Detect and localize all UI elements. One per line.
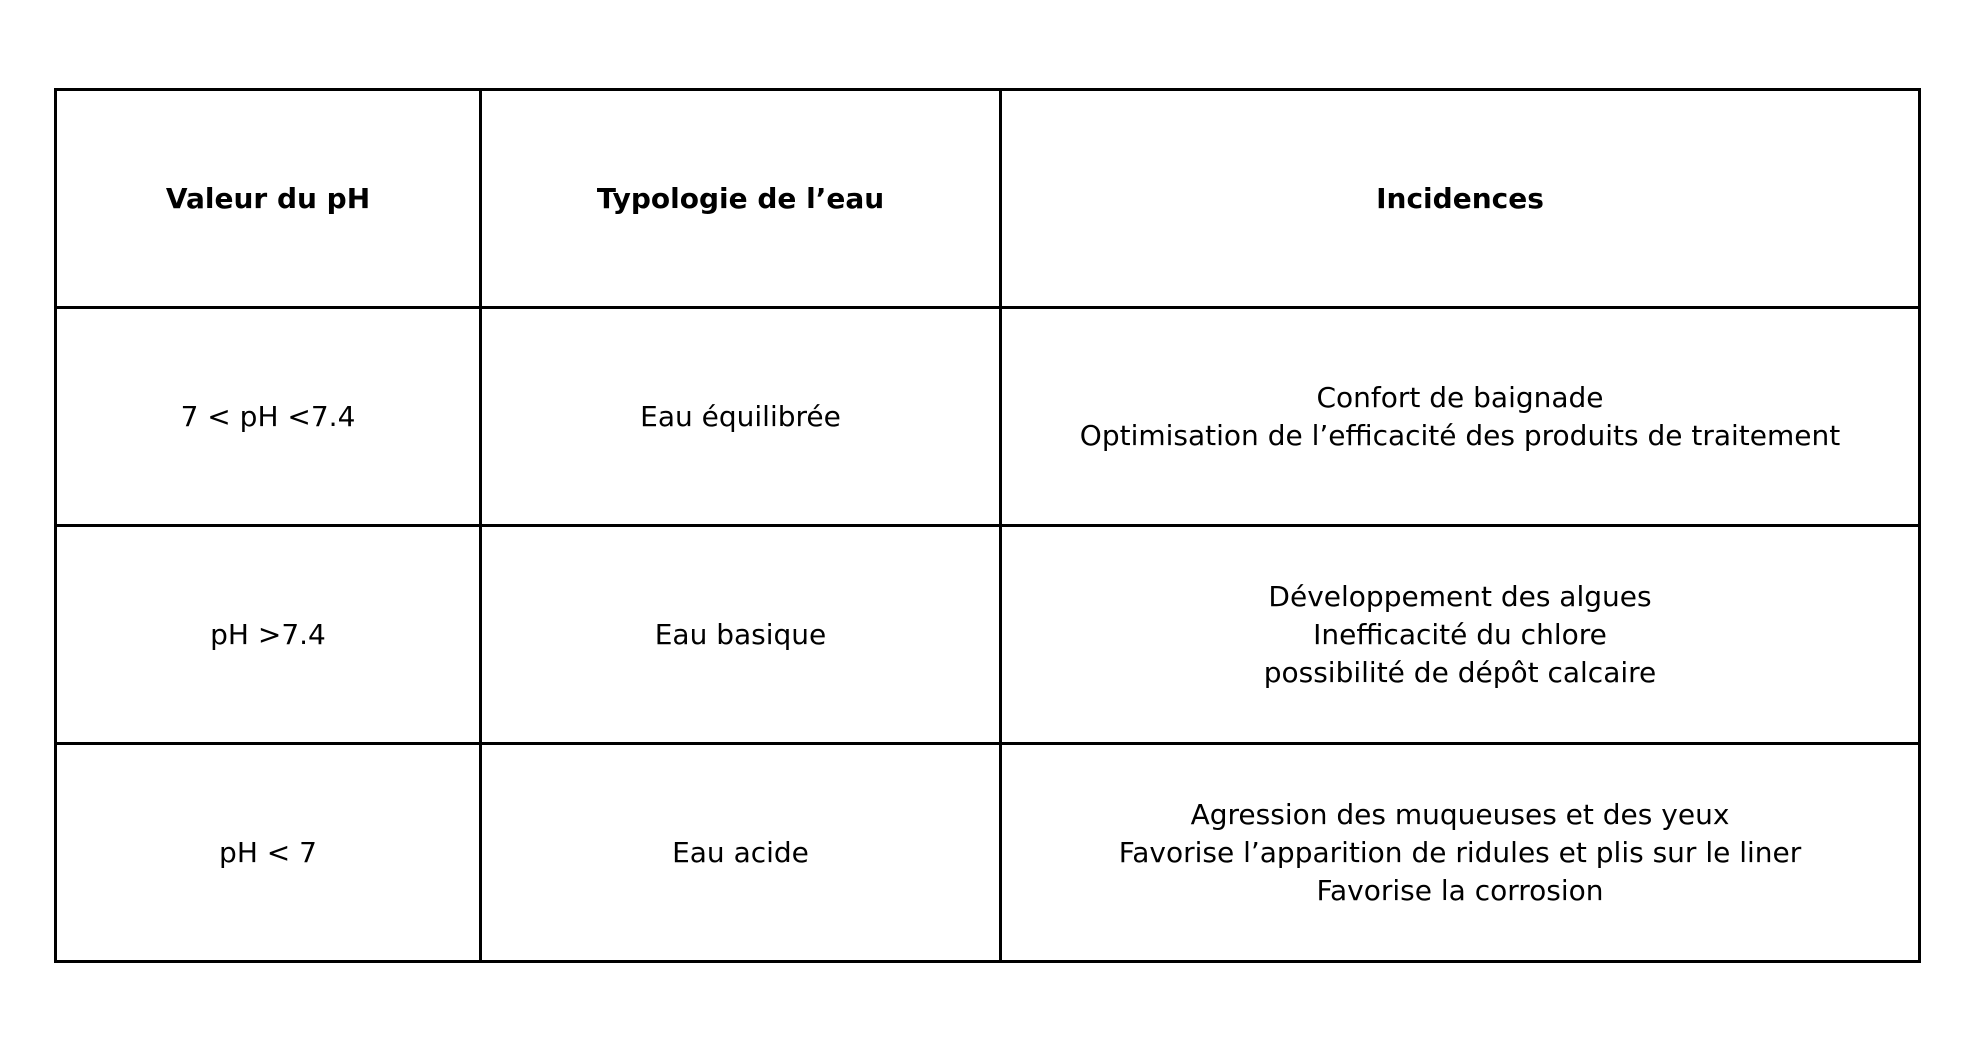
cell-water-type: Eau équilibrée (481, 308, 1001, 526)
cell-ph-value: 7 < pH <7.4 (56, 308, 481, 526)
incidence-line: Inefficacité du chlore (1313, 617, 1607, 651)
table-row (56, 744, 1920, 962)
header-row (56, 90, 1920, 308)
incidence-line: Favorise l’apparition de ridules et plis sur le liner (1118, 835, 1802, 869)
table-row (56, 308, 1920, 526)
cell-incidences (1001, 308, 1920, 526)
table-body (56, 308, 1920, 962)
cell-incidences (1001, 744, 1920, 962)
incidence-line: Agression des muqueuses et des yeux (1190, 797, 1730, 831)
incidence-line: Développement des algues (1268, 579, 1652, 613)
header-water-type: Typologie de l’eau (481, 90, 1001, 308)
cell-water-type: Eau basique (481, 526, 1001, 744)
table-header (56, 90, 1920, 308)
header-incidences: Incidences (1001, 90, 1920, 308)
cell-ph-value: pH < 7 (56, 744, 481, 962)
cell-incidences (1001, 526, 1920, 744)
table-row (56, 526, 1920, 744)
ph-table (54, 88, 1921, 963)
header-ph-value: Valeur du pH (56, 90, 481, 308)
incidence-line: Favorise la corrosion (1316, 873, 1604, 907)
incidence-line: possibilité de dépôt calcaire (1263, 655, 1657, 689)
incidence-line: Confort de baignade (1316, 380, 1604, 414)
cell-ph-value: pH >7.4 (56, 526, 481, 744)
incidence-line: Optimisation de l’efficacité des produits de traitement (1079, 418, 1841, 452)
cell-water-type: Eau acide (481, 744, 1001, 962)
